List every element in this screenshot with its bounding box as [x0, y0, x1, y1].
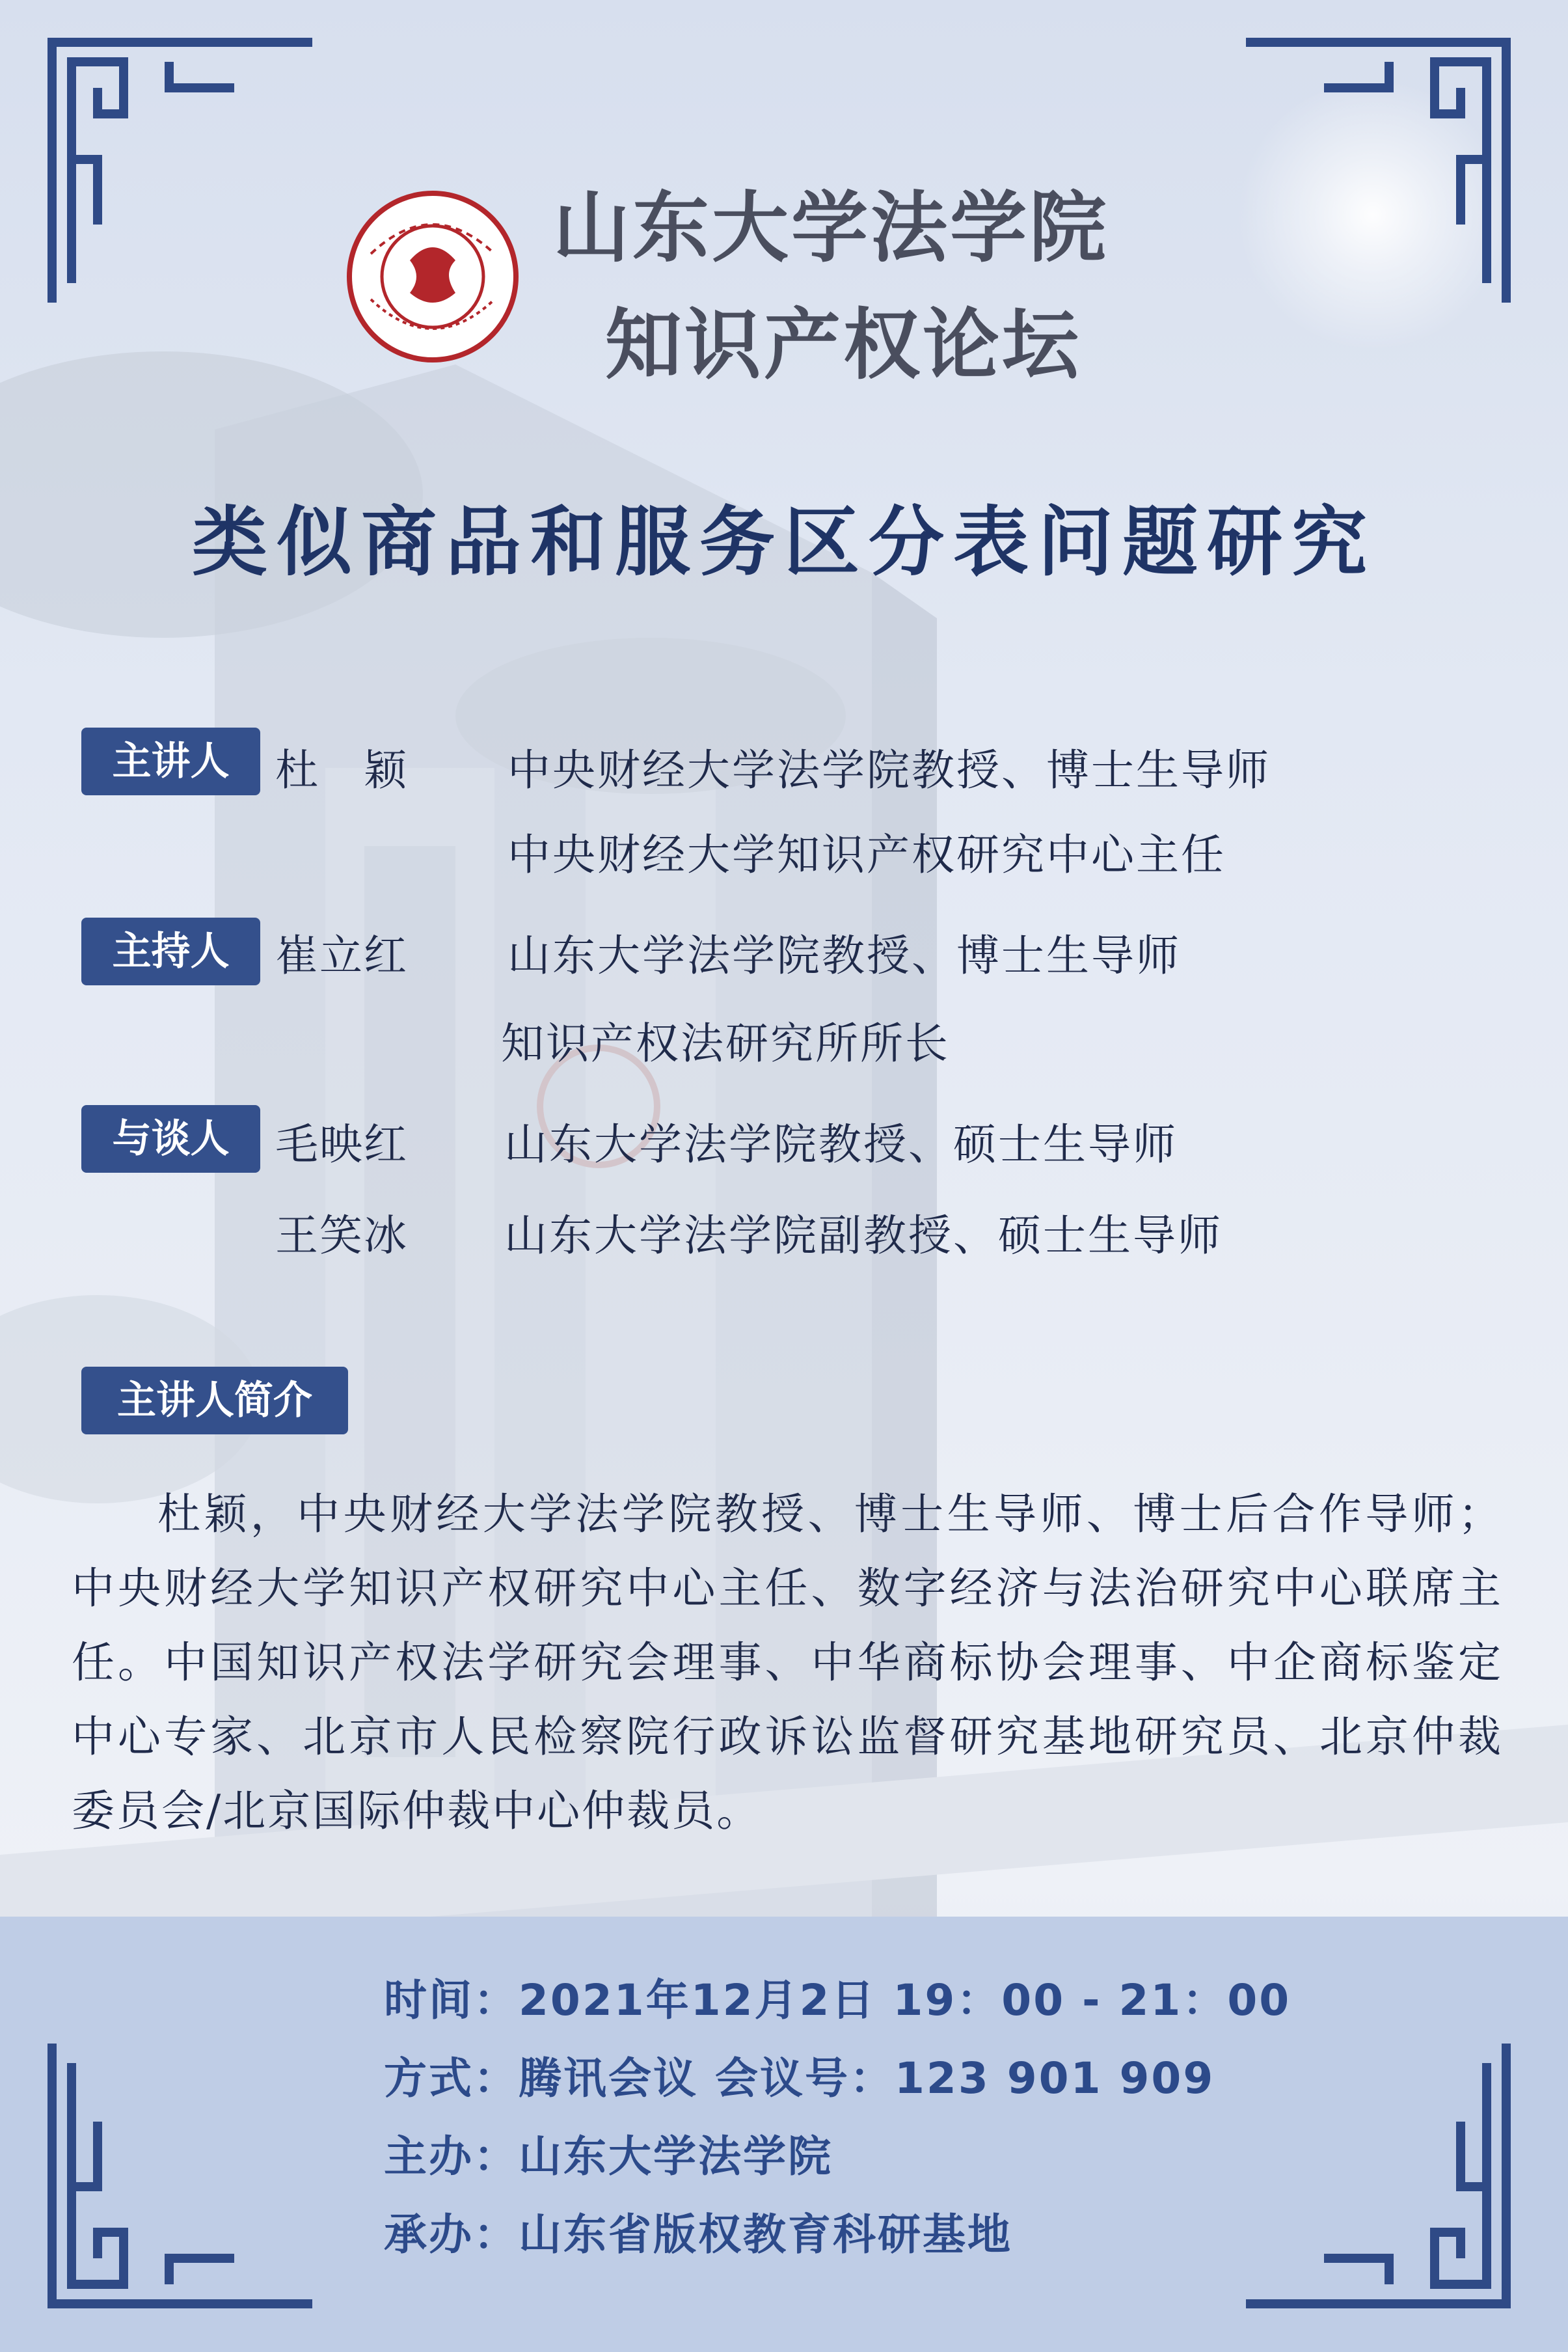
event-host: [384, 2122, 833, 2183]
lecture-title: 类似商品和服务区分表问题研究: [192, 498, 1376, 586]
corner-ornament-bottom-left: [39, 2031, 325, 2317]
speaker-title-2: 中央财经大学知识产权研究中心主任: [507, 830, 1226, 880]
event-method: [384, 2044, 1215, 2105]
host-title-1: 山东大学法学院教授、博士生导师: [507, 931, 1181, 981]
discussant-name-1: 毛映红: [275, 1119, 408, 1169]
host-name: 崔立红: [275, 931, 408, 981]
speaker-badge: 主讲人: [81, 728, 260, 795]
speaker-name: 杜 颖: [275, 745, 408, 795]
event-time: [384, 1965, 1291, 2027]
bio-badge: 主讲人简介: [81, 1367, 348, 1434]
event-host-value: 山东大学法学院: [519, 2131, 833, 2181]
event-time-label: 时间：: [384, 1975, 519, 2025]
org-title-line1: 山东大学法学院: [553, 182, 1109, 273]
org-title-line2: 知识产权论坛: [605, 299, 1082, 390]
speaker-title-1: 中央财经大学法学院教授、博士生导师: [507, 745, 1271, 795]
corner-ornament-top-right: [1233, 29, 1519, 316]
discussant-title-1: 山东大学法学院教授、硕士生导师: [504, 1119, 1178, 1169]
event-organizer-value: 山东省版权教育科研基地: [519, 2209, 1012, 2260]
event-time-value: 2021年12月2日 19：00 - 21：00: [519, 1975, 1291, 2025]
discussant-name-2: 王笑冰: [275, 1210, 408, 1261]
law-school-seal-logo: [345, 189, 520, 364]
event-organizer: [384, 2200, 1012, 2262]
host-badge: 主持人: [81, 918, 260, 985]
speaker-bio: 杜颖，中央财经大学法学院教授、博士生导师、博士后合作导师；中央财经大学知识产权研究中心主任、数字经济与法治研究中心联席主任。中国知识产权法学研究会理事、中华商标协会理事、中企商标鉴定中心专家、北京市人民检察院行政诉讼监督研究基地研究员、北京仲裁委员会/北京国际仲裁中心仲裁员。: [72, 1489, 1503, 1836]
corner-ornament-bottom-right: [1233, 2031, 1519, 2317]
host-title-2: 知识产权法研究所所长: [501, 1019, 950, 1069]
discussant-title-2: 山东大学法学院副教授、硕士生导师: [504, 1210, 1223, 1261]
event-method-value: 腾讯会议 会议号：123 901 909: [519, 2053, 1215, 2103]
event-organizer-label: 承办：: [384, 2209, 519, 2260]
event-host-label: 主办：: [384, 2131, 519, 2181]
discussant-badge: 与谈人: [81, 1105, 260, 1173]
corner-ornament-top-left: [39, 29, 325, 316]
organizer-title: [553, 169, 1204, 403]
event-method-label: 方式：: [384, 2053, 519, 2103]
